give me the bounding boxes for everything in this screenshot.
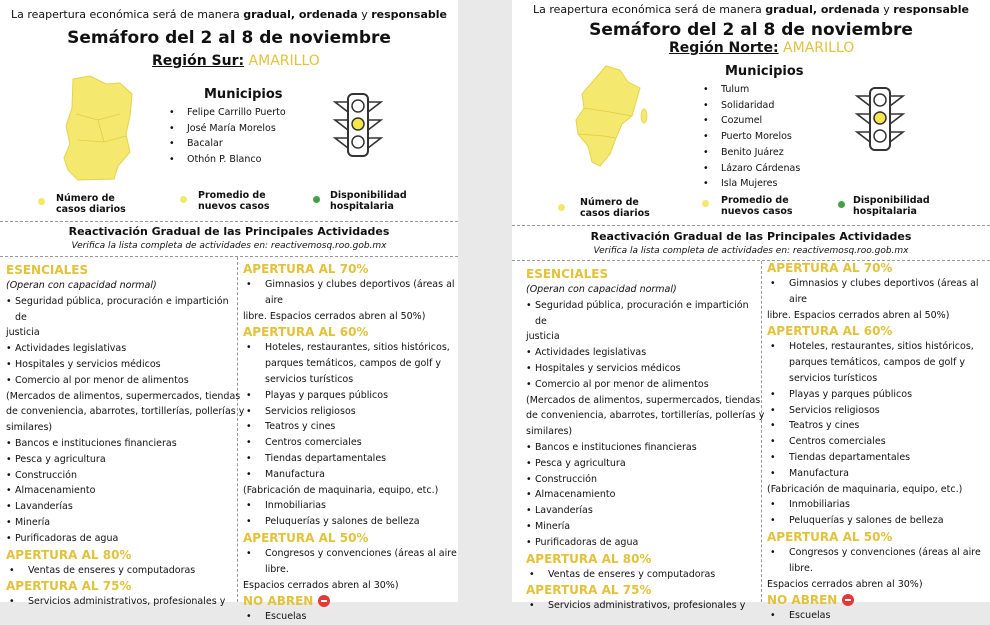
municipios-title: Municipios (204, 87, 283, 102)
section-heading: APERTURA AL 80% (526, 551, 652, 566)
section-heading: APERTURA AL 75% (526, 583, 652, 598)
activity-line: (Operan con capacidad normal) (526, 284, 677, 295)
activity-line: • Almacenamiento (6, 483, 234, 499)
semaforo-title: Semáforo del 2 al 8 de noviembre (589, 20, 913, 40)
activity-line: • Lavanderías (6, 499, 234, 515)
activity-line: • Servicios administrativos, profesionales y (6, 594, 234, 610)
activity-line: • Peluquerías y salones de belleza (243, 514, 457, 530)
section-heading: APERTURA AL 75% (6, 579, 132, 594)
activity-line: servicios turísticos (789, 372, 878, 384)
activity-line: parques temáticos, campos de golf y (265, 358, 441, 370)
section-heading: APERTURA AL 50% (767, 529, 893, 544)
legend-casos-diarios: Número de casos diarios (56, 193, 126, 215)
municipio-item: • Felipe Carrillo Puerto (169, 105, 286, 121)
municipio-item: • Tulum (703, 82, 800, 98)
activity-line: • Hoteles, restaurantes, sitios históricos, (243, 340, 457, 356)
activity-line: • Servicios religiosos (767, 403, 989, 419)
activity-line: • Purificadoras de agua (6, 531, 234, 547)
activity-line: justicia (6, 327, 40, 339)
municipio-item: • Puerto Morelos (703, 129, 800, 145)
activity-line: • Minería (526, 519, 758, 535)
activities-column-1 (6, 262, 245, 610)
legend-dot-promedio (180, 196, 187, 203)
activity-line: • Tiendas departamentales (767, 450, 989, 466)
municipio-item: • José María Morelos (169, 121, 286, 137)
activity-line: • Playas y parques públicos (243, 388, 457, 404)
activity-line: • Pesca y agricultura (6, 452, 234, 468)
panel-region-norte (512, 0, 990, 622)
section-heading: APERTURA AL 70% (767, 261, 893, 275)
reactivacion-title: Reactivación Gradual de las Principales Actividades (590, 230, 912, 243)
activity-line: • Bancos e instituciones financieras (526, 440, 758, 456)
section-heading: APERTURA AL 60% (767, 324, 893, 339)
activity-line: • Hospitales y servicios médicos (6, 357, 234, 373)
activity-line: • Manufactura (767, 466, 989, 482)
region-label: Región Norte: AMARILLO (669, 40, 855, 56)
activity-line: • Gimnasios y clubes deportivos (áreas al aire (243, 277, 457, 309)
activity-line: • Pesca y agricultura (526, 456, 758, 472)
municipio-item: • Lázaro Cárdenas (703, 161, 800, 177)
activity-line: similares) (526, 426, 573, 438)
activity-line: • Peluquerías y salones de belleza (767, 513, 989, 529)
municipio-item: • Isla Mujeres (703, 176, 800, 192)
panel-region-sur (0, 0, 458, 623)
activity-line: • Seguridad pública, procuración e impartición de (526, 298, 758, 330)
legend-dot-hospitalaria (838, 201, 845, 208)
legend-hospitalaria: Disponibilidad hospitalaria (853, 195, 930, 217)
activity-line: • Congresos y convenciones (áreas al aire libre. (767, 545, 989, 577)
column-divider (237, 257, 238, 602)
section-heading: APERTURA AL 60% (243, 325, 369, 340)
activity-line: libre. Espacios cerrados abren al 50%) (767, 309, 950, 321)
municipio-item: • Benito Juárez (703, 145, 800, 161)
region-sur-map (58, 74, 138, 182)
activity-line: (Fabricación de maquinaria, equipo, etc.) (243, 484, 439, 496)
activity-line: libre. Espacios cerrados abren al 50%) (243, 310, 426, 322)
activity-line: parques temáticos, campos de golf y (789, 357, 965, 369)
legend-dot-promedio (702, 200, 709, 207)
activity-line: • Ventas de enseres y computadoras (6, 563, 234, 579)
legend-hospitalaria: Disponibilidad hospitalaria (330, 190, 407, 212)
no-entry-icon (842, 594, 854, 606)
activity-line: • Escuelas (767, 608, 989, 624)
activity-line: • Escuelas (243, 609, 457, 625)
activity-line: • Tiendas departamentales (243, 451, 457, 467)
section-heading: ESENCIALES (6, 263, 89, 277)
verify-link-text: Verifica la lista completa de actividades en: reactivemosq.roo.gob.mx (593, 246, 909, 256)
divider (0, 256, 458, 257)
traffic-light-icon (854, 86, 906, 154)
activity-line: • Construcción (6, 468, 234, 484)
activity-line: • Minería (6, 515, 234, 531)
section-heading: APERTURA AL 50% (243, 530, 369, 545)
semaforo-title: Semáforo del 2 al 8 de noviembre (67, 28, 391, 48)
divider (0, 221, 458, 222)
activity-line: similares) (6, 422, 53, 434)
municipio-item: • Cozumel (703, 113, 800, 129)
municipio-item: • Othón P. Blanco (169, 152, 286, 168)
section-heading: ESENCIALES (526, 267, 609, 281)
activity-line: de conveniencia, abarrotes, tortillerías, pollerías y (6, 406, 245, 418)
municipio-item: • Solidaridad (703, 98, 800, 114)
activity-line: • Actividades legislativas (6, 341, 234, 357)
activity-line: • Lavanderías (526, 503, 758, 519)
activity-line: • Inmobiliarias (767, 497, 989, 513)
activity-line: • Comercio al por menor de alimentos (526, 377, 758, 393)
activity-line: • Centros comerciales (767, 434, 989, 450)
activity-line: (Fabricación de maquinaria, equipo, etc.) (767, 483, 963, 495)
activity-line: • Teatros y cines (243, 419, 457, 435)
activity-line: • Almacenamiento (526, 487, 758, 503)
activity-line: • Centros comerciales (243, 435, 457, 451)
activity-line: servicios turísticos (265, 373, 354, 385)
intro-text: La reapertura económica será de manera gradual, ordenada y responsable (10, 8, 448, 21)
activity-line: • Hospitales y servicios médicos (526, 361, 758, 377)
column-divider (761, 261, 762, 602)
activities-column-1 (526, 266, 765, 614)
activity-line: • Bancos e instituciones financieras (6, 436, 234, 452)
legend-dot-casos (38, 198, 45, 205)
activity-line: (Operan con capacidad normal) (6, 280, 157, 291)
traffic-light-icon (332, 92, 384, 160)
activity-line: Espacios cerrados abren al 30%) (243, 579, 399, 591)
municipios-list (703, 82, 800, 192)
municipios-title: Municipios (725, 64, 804, 79)
activities-column-2 (767, 260, 989, 624)
legend-dot-casos (558, 204, 565, 211)
activity-line: • Actividades legislativas (526, 345, 758, 361)
activity-line: • Congresos y convenciones (áreas al aire libre. (243, 546, 457, 578)
activity-line: (Mercados de alimentos, supermercados, tiendas (526, 394, 761, 406)
no-entry-icon (318, 595, 330, 607)
activity-line: • Construcción (526, 472, 758, 488)
activity-line: • Purificadoras de agua (526, 535, 758, 551)
activity-line: • Teatros y cines (767, 418, 989, 434)
activity-line: justicia (526, 331, 560, 343)
section-heading: APERTURA AL 80% (6, 547, 132, 562)
activity-line: • Seguridad pública, procuración e impartición de (6, 294, 234, 326)
activity-line: • Inmobiliarias (243, 498, 457, 514)
region-norte-map (570, 62, 650, 170)
section-heading: NO ABREN (243, 593, 457, 609)
activity-line: • Gimnasios y clubes deportivos (áreas al aire (767, 276, 989, 308)
municipios-list (169, 105, 286, 167)
activities-column-2 (243, 261, 457, 625)
legend-casos-diarios: Número de casos diarios (580, 197, 650, 219)
section-heading: APERTURA AL 70% (243, 262, 369, 276)
activity-line: • Servicios religiosos (243, 404, 457, 420)
activity-line: • Manufactura (243, 467, 457, 483)
activity-line: • Hoteles, restaurantes, sitios históricos, (767, 339, 989, 355)
legend-dot-hospitalaria (313, 196, 320, 203)
activity-line: • Servicios administrativos, profesionales y (526, 598, 758, 614)
legend-promedio: Promedio de nuevos casos (721, 195, 793, 217)
region-label: Región Sur: AMARILLO (152, 53, 320, 69)
municipio-item: • Bacalar (169, 136, 286, 152)
activity-line: • Comercio al por menor de alimentos (6, 373, 234, 389)
activity-line: • Playas y parques públicos (767, 387, 989, 403)
reactivacion-title: Reactivación Gradual de las Principales Actividades (68, 225, 390, 238)
divider (512, 225, 990, 226)
section-heading: NO ABREN (767, 592, 989, 608)
activity-line: de conveniencia, abarrotes, tortillerías, pollerías y (526, 410, 765, 422)
verify-link-text: Verifica la lista completa de actividades en: reactivemosq.roo.gob.mx (71, 241, 387, 251)
legend-promedio: Promedio de nuevos casos (198, 190, 270, 212)
activity-line: Espacios cerrados abren al 30%) (767, 578, 923, 590)
intro-text: La reapertura económica será de manera gradual, ordenada y responsable (532, 3, 970, 16)
activity-line: (Mercados de alimentos, supermercados, tiendas (6, 390, 241, 402)
activity-line: • Ventas de enseres y computadoras (526, 567, 758, 583)
